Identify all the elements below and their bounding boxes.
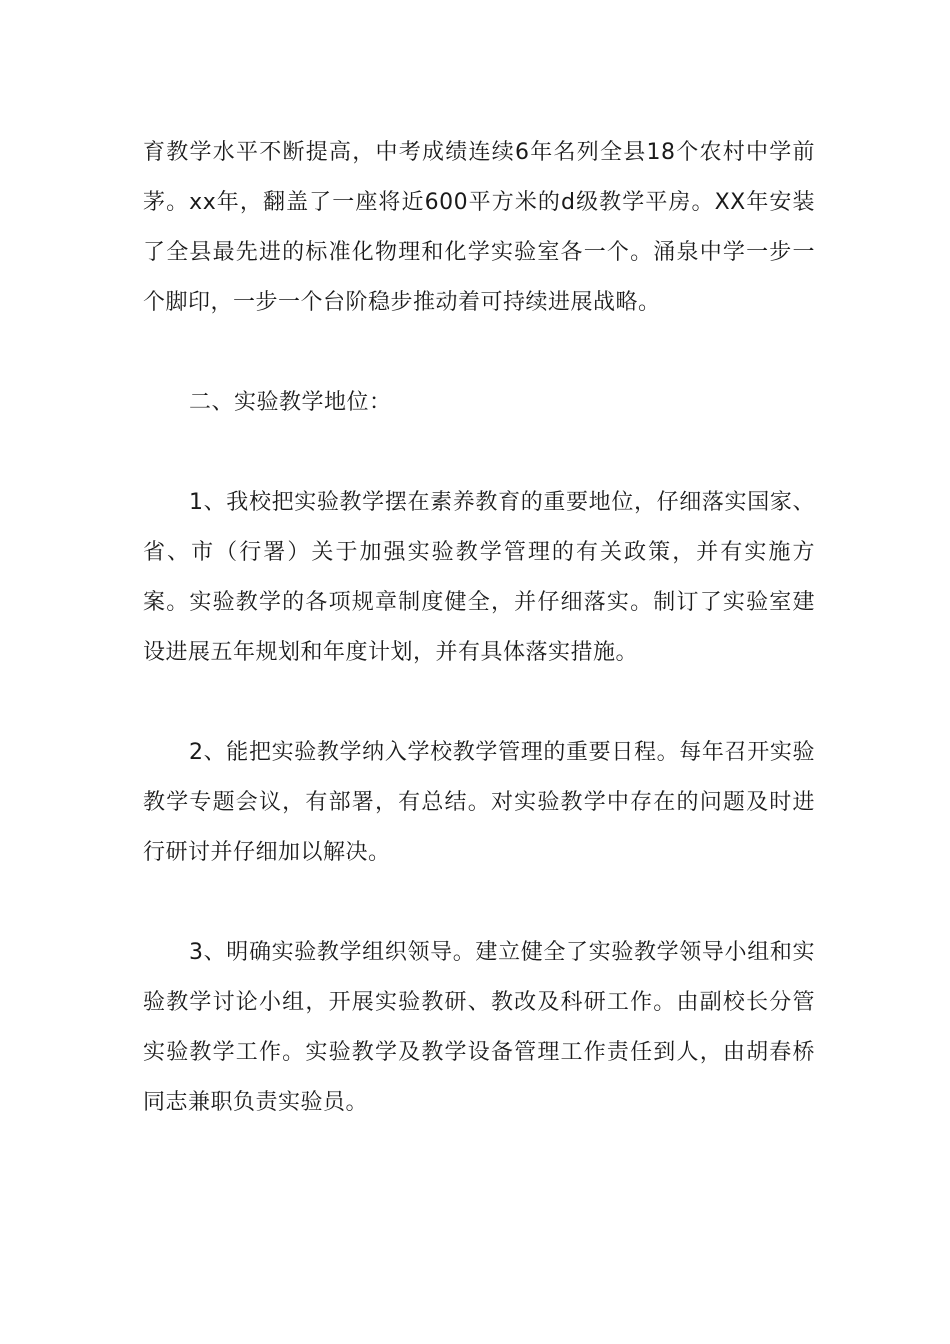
document-body [143, 128, 815, 1128]
paragraph-spacer [143, 878, 815, 928]
paragraph-item-3: 3、明确实验教学组织领导。建立健全了实验教学领导小组和实验教学讨论小组，开展实验教研、教改及科研工作。由副校长分管实验教学工作。实验教学及教学设备管理工作责任到人，由胡春桥同志兼职负责实验员。 [143, 940, 815, 1115]
paragraph-item-1: 1、我校把实验教学摆在素养教育的重要地位，仔细落实国家、省、市（行署）关于加强实验教学管理的有关政策，并有实施方案。实验教学的各项规章制度健全，并仔细落实。制订了实验室建设进展五年规划和年度计划，并有具体落实措施。 [143, 490, 815, 665]
section-heading: 二、实验教学地位： [189, 390, 392, 415]
paragraph-spacer [143, 428, 815, 478]
paragraph-spacer [143, 678, 815, 728]
paragraph-item-2: 2、能把实验教学纳入学校教学管理的重要日程。每年召开实验教学专题会议，有部署，有总结。对实验教学中存在的问题及时进行研讨并仔细加以解决。 [143, 740, 815, 865]
paragraph-spacer [143, 328, 815, 378]
paragraph-continuation: 育教学水平不断提高，中考成绩连续6年名列全县18个农村中学前茅。xx年，翻盖了一座将近600平方米的d级教学平房。XX年安装了全县最先进的标准化物理和化学实验室各一个。涌泉中学一步一个脚印，一步一个台阶稳步推动着可持续进展战略。 [143, 140, 815, 315]
